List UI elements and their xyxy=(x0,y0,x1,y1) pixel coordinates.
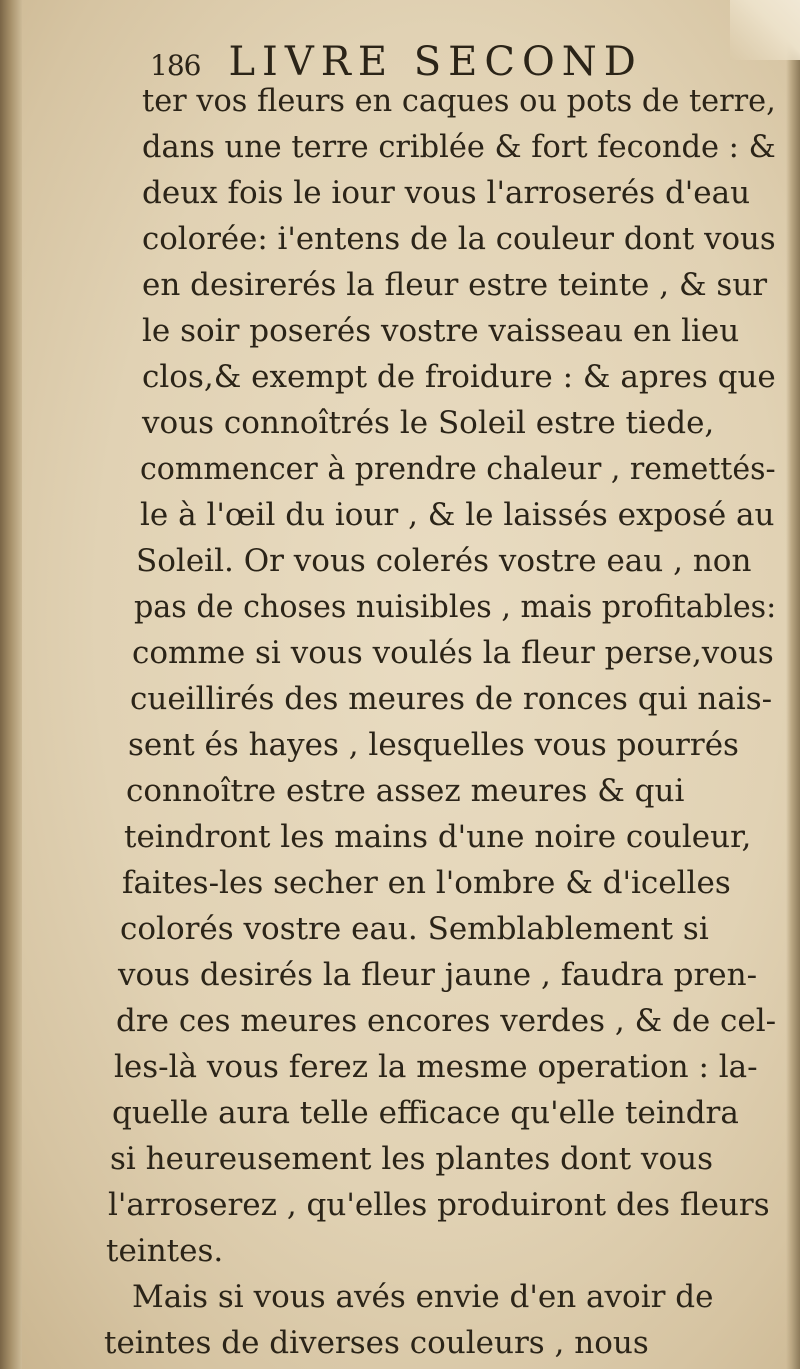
text-line: vous connoîtrés le Soleil estre tiede, xyxy=(142,405,715,441)
text-line: le à l'œil du iour , & le laissés exposé au xyxy=(140,497,775,533)
text-line: pas de choses nuisibles , mais profitables: xyxy=(134,589,777,625)
text-line: dre ces meures encores verdes , & de cel- xyxy=(116,1003,777,1039)
text-line: colorés vostre eau. Semblablement si xyxy=(120,911,709,947)
text-line: comme si vous voulés la fleur perse,vous xyxy=(132,635,774,671)
text-line: deux fois le iour vous l'arroserés d'eau xyxy=(142,175,751,211)
text-line: teintes. xyxy=(106,1233,224,1269)
text-line: le soir poserés vostre vaisseau en lieu xyxy=(142,313,740,349)
text-line: l'arroserez , qu'elles produiront des fleurs xyxy=(108,1187,770,1223)
running-title: LIVRE SECOND xyxy=(228,39,643,85)
text-line: colorée: i'entens de la couleur dont vous xyxy=(142,221,776,257)
text-line: en desirerés la fleur estre teinte , & sur xyxy=(142,267,768,303)
text-line: connoître estre assez meures & qui xyxy=(126,773,685,809)
page-number: 186 xyxy=(150,49,201,82)
text-line: quelle aura telle efficace qu'elle teindra xyxy=(112,1095,739,1131)
text-line: vous desirés la fleur jaune , faudra pren- xyxy=(118,957,758,993)
text-line: si heureusement les plantes dont vous xyxy=(110,1141,713,1177)
text-line: faites-les secher en l'ombre & d'icelles xyxy=(122,865,731,901)
text-line: teindront les mains d'une noire couleur, xyxy=(124,819,752,855)
text-line: sent és hayes , lesquelles vous pourrés xyxy=(128,727,739,763)
text-line: dans une terre criblée & fort feconde : & xyxy=(142,129,776,165)
text-line: commencer à prendre chaleur , remettés- xyxy=(140,451,776,487)
text-line: teintes de diverses couleurs , nous xyxy=(104,1325,649,1361)
text-line: cueillirés des meures de ronces qui nais- xyxy=(130,681,773,717)
text-line: ter vos fleurs en caques ou pots de terre, xyxy=(142,83,776,119)
text-line: Soleil. Or vous colerés vostre eau , non xyxy=(136,543,752,579)
text-line: clos,& exempt de froidure : & apres que xyxy=(142,359,776,395)
text-line: les-là vous ferez la mesme operation : la- xyxy=(114,1049,758,1085)
text-line: Mais si vous avés envie d'en avoir de xyxy=(132,1279,714,1315)
